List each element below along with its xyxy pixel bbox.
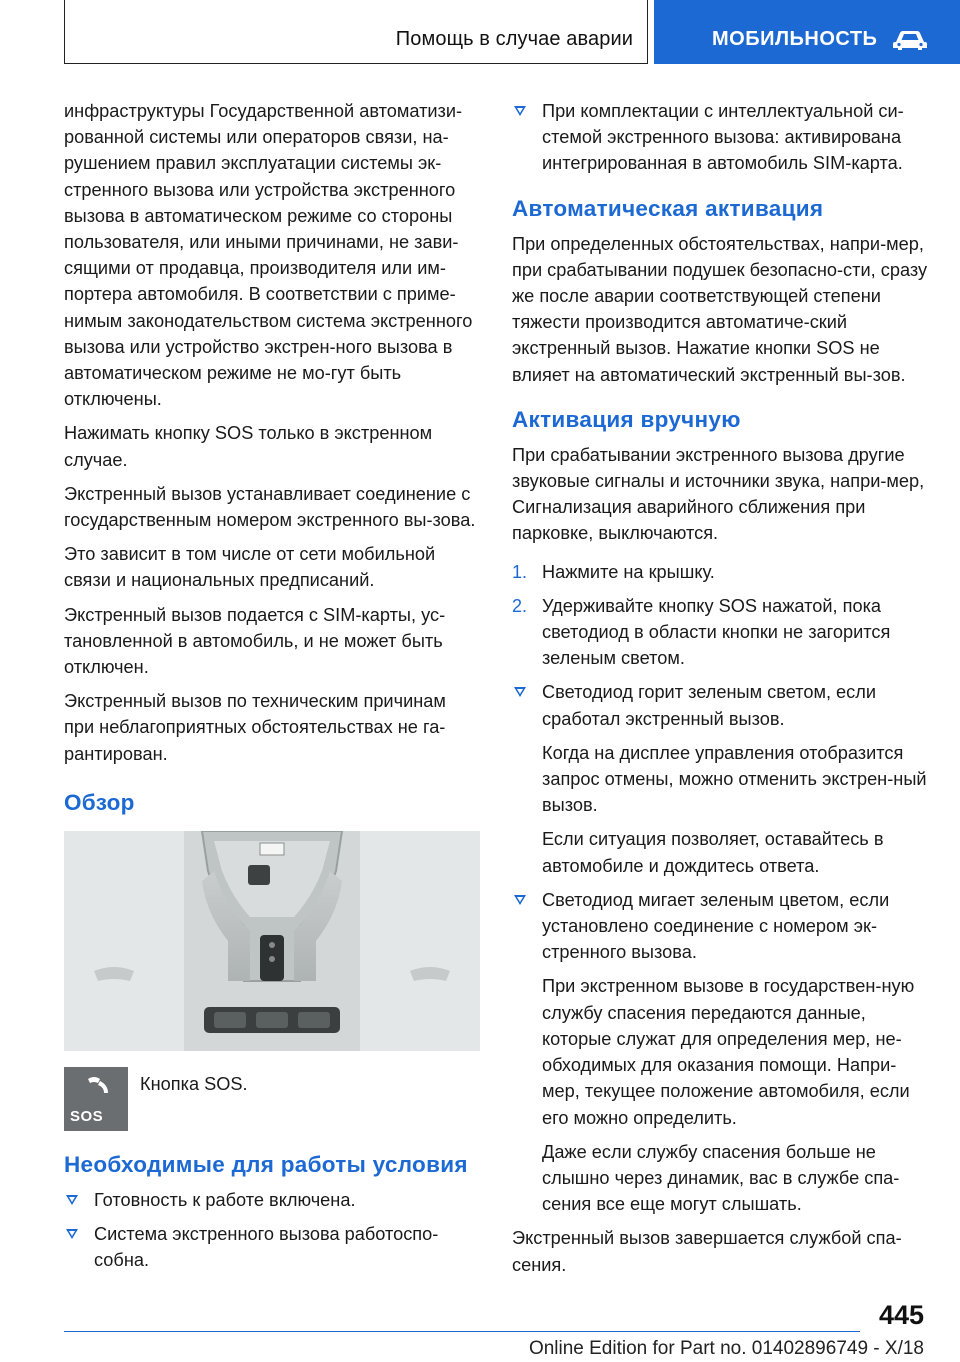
header-section-box [64,0,648,64]
result-item [512,887,932,966]
intro-paragraph: Экстренный вызов устанавливает соединение с государственным номером экстренного вы-зова. [64,483,476,531]
car-icon [892,28,928,52]
requirement-text: Система экстренного вызова работоспо-собна. [94,1224,439,1271]
requirement-item [512,98,932,177]
manual-activation-heading: Активация вручную [512,406,741,432]
result-detail: При экстренном вызове в государствен-ную службу спасения передаются данные, которые служат для определения мер, не-обходимых для оказания помощи. Напри-мер, текущее положение автомобиля, если его можно определить. [542,976,915,1128]
step-number: 2. [512,595,528,616]
step-item [512,593,932,672]
result-detail: Даже если службу спасения больше не слышно через динамик, вас в службе спа-сения все еще могут слышать. [542,1141,900,1215]
triangle-bullet-icon [66,1229,78,1239]
chapter-title: МОБИЛЬНОСТЬ [712,28,878,50]
step-number: 1. [512,561,528,582]
intro-paragraph: Это зависит в том числе от сети мобильной связи и национальных предписаний. [64,544,436,591]
requirement-text: Готовность к работе включена. [94,1189,356,1210]
step-item [512,559,932,585]
requirements-heading: Необходимые для работы условия [64,1151,468,1177]
intro-paragraph: Экстренный вызов по техническим причинам при неблагоприятных обстоятельствах не га-рантирован. [64,691,446,764]
triangle-bullet-icon [514,687,526,697]
requirement-item [64,1221,480,1273]
sos-button-icon [64,1067,128,1131]
footer-divider [64,1331,860,1332]
roof-console-photo [64,831,480,1051]
auto-activation-heading: Автоматическая активация [512,195,824,221]
requirement-text: При комплектации с интеллектуальной си-стемой экстренного вызова: активирована интегрированная в автомобиль SIM-карта. [542,101,904,174]
result-detail: Когда на дисплее управления отобразится запрос отмены, можно отменить экстрен-ный вызов. [542,742,927,816]
intro-paragraph: Нажимать кнопку SOS только в экстренном случае. [64,423,433,470]
triangle-bullet-icon [514,106,526,116]
step-text: Удерживайте кнопку SOS нажатой, пока светодиод в области кнопки не загорится зеленым светом. [542,595,891,669]
sos-icon-label: SOS [70,1107,104,1125]
manual-activation-text: При срабатывании экстренного вызова другие звуковые сигналы и источники звука, напри-мер, Сигнализация аварийного сближения при парковке, выключаются. [512,444,925,544]
result-item [512,679,932,731]
requirement-item [64,1187,480,1213]
auto-activation-text: При определенных обстоятельствах, напри-мер, при срабатывании подушек безопасно-сти, сразу же после аварии соответствующей степени тяжести производится автоматиче-ский экстренный вызов. Нажатие кнопки SOS не влияет на автоматический экстренный вы-зов. [512,233,928,385]
chapter-tab[interactable] [654,0,960,64]
sos-caption: Кнопка SOS. [140,1073,248,1094]
result-text: Светодиод горит зеленым светом, если сработал экстренный вызов. [542,682,877,729]
triangle-bullet-icon [66,1195,78,1205]
intro-paragraph: Экстренный вызов подается с SIM-карты, ус-тановленной в автомобиль, и не может быть отключен. [64,604,446,678]
intro-paragraph: инфраструктуры Государственной автоматизи-рованной системы или операторов связи, на-рушением правил эксплуатации системы эк-стренного вызова или устройства экстренного вызова в автоматическом режиме со стороны пользователя, или иными причинами, не зави-сящими от продавца, производителя или им-портера автомобиля. В соответствии с приме-нимым законодательством система экстренного вызова или устройство экстрен-ного вызова в автоматическом режиме не мо-гут быть отключены. [64,101,473,410]
step-text: Нажмите на крышку. [542,561,715,582]
result-detail: Если ситуация позволяет, оставайтесь в автомобиле и дождитесь ответа. [542,829,884,876]
closing-text: Экстренный вызов завершается службой спа-сения. [512,1228,902,1275]
result-text: Светодиод мигает зеленым цветом, если установлено соединение с номером эк-стренного вызова. [542,889,890,963]
edition-footer: Online Edition for Part no. 01402896749 - X/18 [528,1338,924,1359]
overview-heading: Обзор [64,789,135,815]
sos-legend [64,1067,480,1131]
triangle-bullet-icon [514,895,526,905]
left-column [64,98,480,1281]
page-number: 445 [878,1300,924,1330]
right-column [512,98,932,1286]
section-title: Помощь в случае аварии [395,28,633,50]
